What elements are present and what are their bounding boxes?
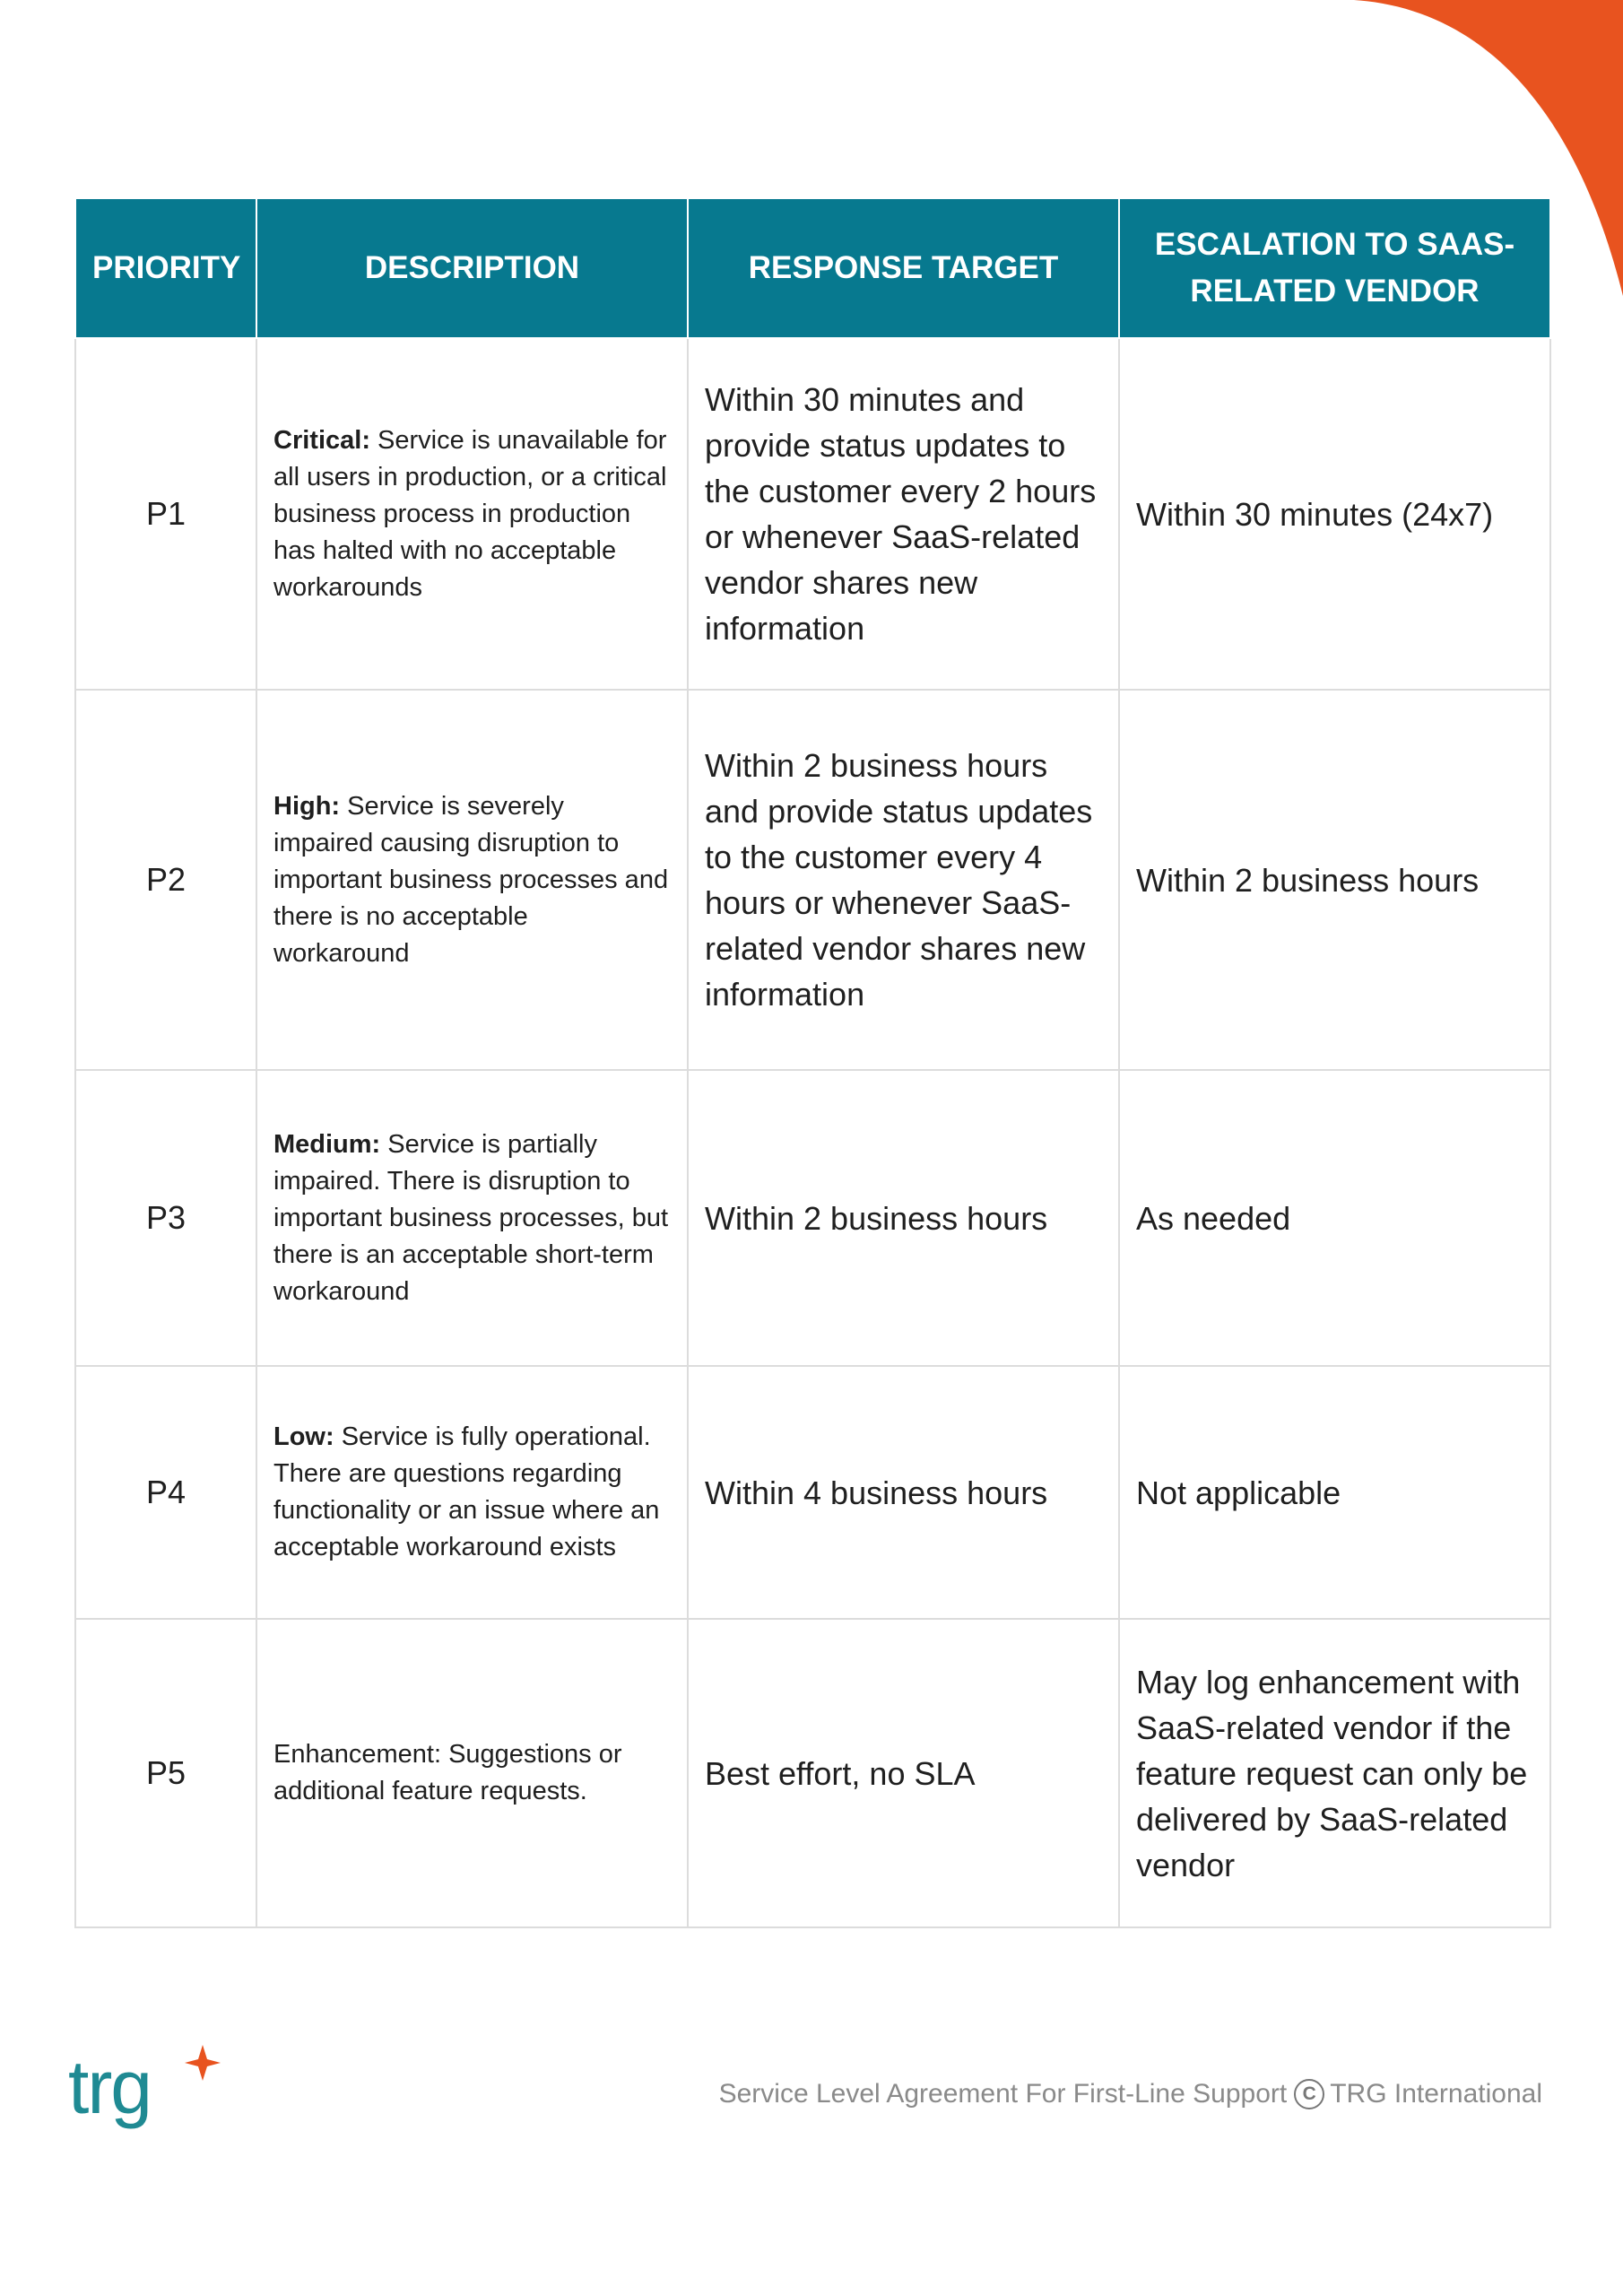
description-text: Enhancement: Suggestions or additional feature requests. [273,1740,622,1805]
table-row [75,1619,1550,1927]
description-cell [256,338,688,690]
severity-label: High: [273,791,341,821]
description-cell [256,1366,688,1619]
priority-cell: P1 [75,338,256,690]
response-cell: Within 2 business hours [688,1070,1119,1366]
table-header-row [75,198,1550,338]
priority-cell: P2 [75,690,256,1070]
description-text: Service is severely impaired causing disruption to important business processes and there is no acceptable workaround [273,791,669,968]
header-response-target: RESPONSE TARGET [688,198,1119,338]
trg-logo [68,2043,221,2160]
description-cell [256,1070,688,1366]
escalation-cell: Within 30 minutes (24x7) [1119,338,1550,690]
escalation-cell: As needed [1119,1070,1550,1366]
table-row [75,338,1550,690]
escalation-cell: Within 2 business hours [1119,690,1550,1070]
priority-cell: P5 [75,1619,256,1927]
description-text: Service is unavailable for all users in production, or a critical business process in production has halted with no acceptable workarounds [273,425,667,602]
response-cell: Within 4 business hours [688,1366,1119,1619]
table-row [75,690,1550,1070]
header-escalation: ESCALATION TO SAAS-RELATED VENDOR [1119,198,1550,338]
severity-label: Critical: [273,425,370,455]
escalation-cell: Not applicable [1119,1366,1550,1619]
priority-cell: P3 [75,1070,256,1366]
description-cell [256,1619,688,1927]
logo-spark-icon [185,2045,221,2081]
copyright-icon: C [1294,2079,1324,2109]
severity-label: Low: [273,1422,334,1451]
sla-table [74,197,1551,1928]
severity-label: Medium: [273,1129,381,1159]
response-cell: Best effort, no SLA [688,1619,1119,1927]
response-cell: Within 30 minutes and provide status updates to the customer every 2 hours or whenever SaaS-related vendor shares new information [688,338,1119,690]
page-footer [719,2079,1542,2109]
footer-text: Service Level Agreement For First-Line Support [718,2079,1288,2109]
response-cell: Within 2 business hours and provide status updates to the customer every 4 hours or whenever SaaS-related vendor shares new information [688,690,1119,1070]
header-priority: PRIORITY [75,198,256,338]
table-row [75,1366,1550,1619]
footer-company: TRG International [1330,2079,1542,2109]
escalation-cell: May log enhancement with SaaS-related vendor if the feature request can only be delivered by SaaS-related vendor [1119,1619,1550,1927]
table-row [75,1070,1550,1366]
priority-cell: P4 [75,1366,256,1619]
description-text: Service is partially impaired. There is disruption to important business processes, but there is an acceptable short-term workaround [273,1129,669,1306]
description-text: Service is fully operational. There are questions regarding functionality or an issue where an acceptable workaround exists [273,1422,660,1561]
description-cell [256,690,688,1070]
header-description: DESCRIPTION [256,198,688,338]
logo-text: trg [68,2045,152,2129]
